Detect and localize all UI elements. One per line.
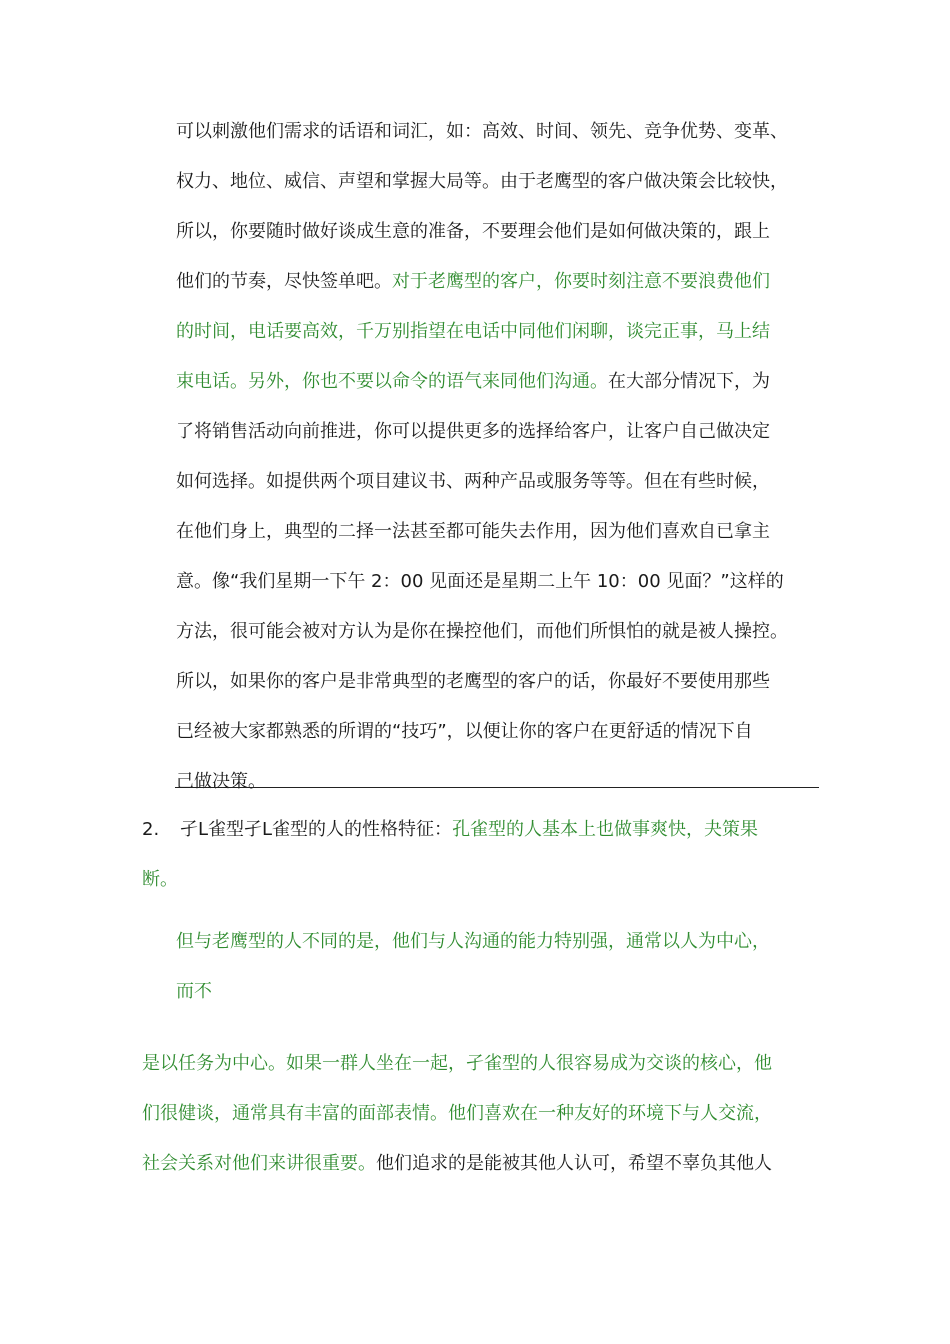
text-line (176, 419, 770, 445)
body-text: 所以，你要随时做好谈成生意的准备，不要理会他们是如何做决策的，跟上 (176, 221, 770, 242)
body-text: 可以刺激他们需求的话语和词汇，如：高效、时间、领先、竞争优势、变革、 (176, 121, 788, 142)
text-line (176, 169, 788, 195)
body-text: 他们的节奏，尽快签单吧。 (176, 271, 392, 292)
text-line (176, 369, 770, 395)
highlighted-text: 而不 (176, 981, 212, 1002)
body-text: 了将销售活动向前推进，你可以提供更多的选择给客户，让客户自己做决定 (176, 421, 770, 442)
text-line (180, 817, 758, 843)
body-text: 他们追求的是能被其他人认可，希望不辜负其他人 (376, 1153, 772, 1174)
body-text: 权力、地位、威信、声望和掌握大局等。由于老鹰型的客户做决策会比较快， (176, 171, 788, 192)
body-text: 所以，如果你的客户是非常典型的老鹰型的客户的话，你最好不要使用那些 (176, 671, 770, 692)
text-line (142, 1051, 772, 1077)
text-line (176, 319, 770, 345)
highlighted-text: 社会关系对他们来讲很重要。 (142, 1153, 376, 1174)
text-line (176, 469, 770, 495)
text-line (176, 569, 784, 595)
highlighted-text: 的时间，电话要高效，千万别指望在电话中同他们闲聊，谈完正事，马上结 (176, 321, 770, 342)
text-line (142, 1151, 772, 1177)
text-line (142, 867, 178, 893)
highlighted-text: 束电话。另外，你也不要以命令的语气来同他们沟通。 (176, 371, 608, 392)
highlighted-text: 们很健谈，通常具有丰富的面部表情。他们喜欢在一种友好的环境下与人交流， (142, 1103, 772, 1124)
text-line (176, 769, 266, 795)
list-number: 2. (142, 819, 160, 840)
body-text: 在大部分情况下，为 (608, 371, 770, 392)
text-line (176, 219, 770, 245)
body-text: 孑L雀型孑L雀型的人的性格特征： (180, 819, 453, 840)
body-text: 如何选择。如提供两个项目建议书、两种产品或服务等等。但在有些时候， (176, 471, 770, 492)
body-text: 己做决策。 (176, 771, 266, 792)
highlighted-text: 是以任务为中心。如果一群人坐在一起，孑雀型的人很容易成为交谈的核心，他 (142, 1053, 772, 1074)
body-text: 已经被大家都熟悉的所谓的“技巧”，以便让你的客户在更舒适的情况下自 (176, 721, 753, 742)
body-text: 方法，很可能会被对方认为是你在操控他们，而他们所惧怕的就是被人操控。 (176, 621, 788, 642)
text-line (176, 269, 770, 295)
text-line (176, 929, 770, 955)
body-text: 在他们身上，典型的二择一法甚至都可能失去作用，因为他们喜欢自已拿主 (176, 521, 770, 542)
highlighted-text: 对于老鹰型的客户，你要时刻注意不要浪费他们 (392, 271, 770, 292)
text-line (142, 1101, 772, 1127)
text-line (176, 619, 788, 645)
text-line (176, 519, 770, 545)
highlighted-text: 但与老鹰型的人不同的是，他们与人沟通的能力特别强，通常以人为中心， (176, 931, 770, 952)
highlighted-text: 断。 (142, 869, 178, 890)
text-line (176, 119, 788, 145)
horizontal-divider (175, 787, 819, 788)
body-text: 意。像“我们星期一下午 2：00 见面还是星期二上午 10：00 见面？”这样的 (176, 571, 784, 592)
text-line (176, 979, 212, 1005)
text-line (176, 669, 770, 695)
text-line (176, 719, 753, 745)
highlighted-text: 孔雀型的人基本上也做事爽快，夬策果 (452, 819, 759, 840)
